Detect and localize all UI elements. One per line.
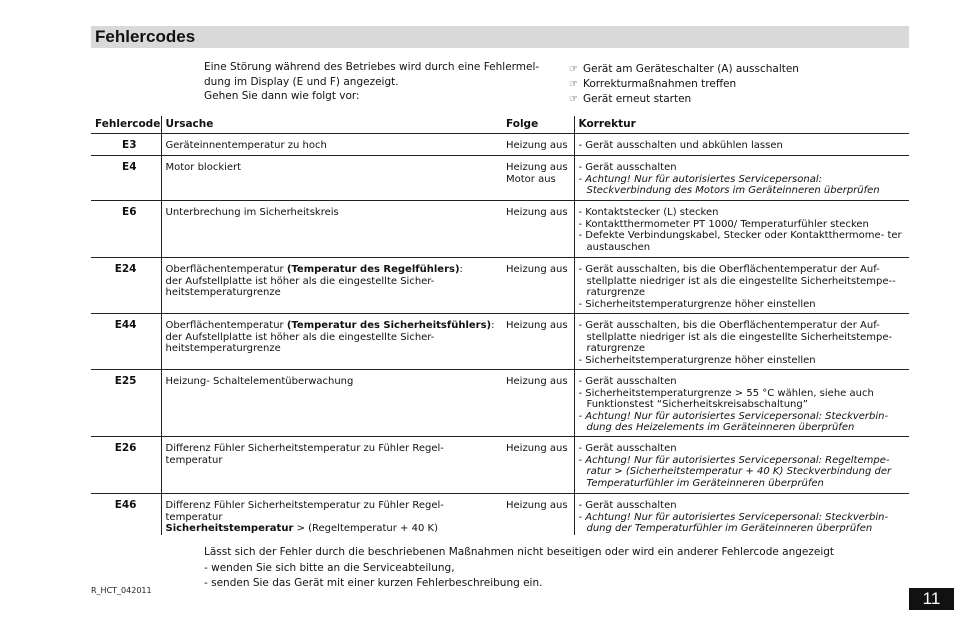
correction-cell [574, 201, 909, 258]
cause-line [166, 523, 503, 535]
table-row [91, 370, 909, 437]
title-bar [91, 26, 909, 48]
cause-emphasis: (Temperatur des Sicherheitsfühlers) [286, 320, 492, 331]
cause-cell [161, 156, 502, 201]
footer-text [204, 545, 864, 592]
table-row [91, 314, 909, 370]
error-code: E44 [91, 314, 161, 370]
correction-line: - Gerät ausschalten, bis die Oberflächentemperatur der Auf- stellplatte niedriger ist als die eingestellte Sicherheitstempe-- raturgrenze [578, 264, 896, 298]
header-ursache: Ursache [161, 116, 502, 134]
step-item [569, 77, 899, 92]
step-text: Gerät am Geräteschalter (A) ausschalten [583, 63, 799, 75]
cause-text: : [459, 264, 463, 275]
effect-line: Heizung aus [506, 264, 568, 275]
pointing-hand-icon: ☞ [569, 79, 578, 90]
cause-emphasis: Sicherheitstemperatur [165, 523, 294, 534]
page-title: Fehlercodes [95, 27, 196, 46]
error-code: E25 [91, 370, 161, 437]
error-code: E4 [91, 156, 161, 201]
step-text: Korrekturmaßnahmen treffen [583, 78, 737, 90]
correction-line: - Gerät ausschalten [578, 500, 677, 511]
cause-line: der Aufstellplatte ist höher als die eingestellte Sicher- heitstemperaturgrenze [165, 275, 435, 298]
cause-line: Heizung- Schaltelementüberwachung [165, 376, 354, 387]
cause-cell [161, 494, 502, 535]
effect-cell [502, 201, 574, 258]
cause-line: Unterbrechung im Sicherheitskreis [165, 207, 339, 218]
table-row [91, 258, 909, 314]
correction-cell [574, 494, 909, 535]
effect-line: Heizung aus [506, 140, 568, 151]
steps-list [569, 62, 899, 107]
table-row [91, 134, 909, 156]
cause-line: Motor blockiert [165, 162, 242, 173]
cause-line: Differenz Fühler Sicherheitstemperatur zu Fühler Regel- temperatur [165, 443, 444, 466]
correction-cell [574, 370, 909, 437]
correction-line: - Sicherheitstemperaturgrenze höher einstellen [578, 298, 816, 310]
table-row [91, 156, 909, 201]
cause-text: : [491, 320, 495, 331]
pointing-hand-icon: ☞ [569, 64, 578, 75]
correction-warning: - Achtung! Nur für autorisiertes Servicepersonal: Steckverbin- dung der Temperaturfühler im Geräteinneren überprüfen [578, 511, 889, 534]
cause-line: Differenz Fühler Sicherheitstemperatur zu Fühler Regel- temperatur [165, 500, 444, 523]
footer-line: - wenden Sie sich bitte an die Serviceabteilung, [204, 561, 455, 574]
effect-cell [502, 370, 574, 437]
cause-emphasis: (Temperatur des Regelfühlers) [286, 264, 460, 275]
effect-cell [502, 494, 574, 535]
effect-line: Motor aus [506, 173, 556, 185]
effect-cell [502, 134, 574, 156]
correction-line: - Gerät ausschalten [578, 376, 677, 387]
effect-cell [502, 314, 574, 370]
error-code-table [91, 116, 909, 535]
cause-cell [161, 437, 502, 494]
effect-line: Heizung aus [506, 443, 568, 454]
correction-line: - Defekte Verbindungskabel, Stecker oder Kontaktthermome- ter austauschen [578, 230, 902, 253]
correction-warning: - Achtung! Nur für autorisiertes Servicepersonal: Regeltempe- ratur > (Sicherheitstemperatur + 40 K) Steckverbindung der Temperaturfühler im Geräteinneren überprüfen [578, 454, 892, 489]
effect-line: Heizung aus [506, 500, 568, 511]
cause-text: Oberflächentemperatur [165, 320, 287, 331]
intro-text [204, 60, 544, 104]
cause-line: der Aufstellplatte ist höher als die eingestellte Sicher- heitstemperaturgrenze [165, 331, 435, 354]
error-code: E46 [91, 494, 161, 535]
correction-cell [574, 258, 909, 314]
intro-line: dung im Display (E und F) angezeigt. [204, 75, 399, 88]
error-code: E24 [91, 258, 161, 314]
cause-line [166, 264, 503, 276]
step-item [569, 92, 899, 107]
table-header-row [91, 116, 909, 134]
effect-line: Heizung aus [506, 376, 568, 387]
correction-line: - Sicherheitstemperaturgrenze > 55 °C wählen, siehe auch Funktionstest “Sicherheitskreisabschaltung” [578, 387, 874, 410]
page-number: 11 [909, 588, 954, 610]
footer-line: - senden Sie das Gerät mit einer kurzen Fehlerbeschreibung ein. [204, 577, 543, 589]
cause-cell [161, 370, 502, 437]
correction-line: - Kontaktstecker (L) stecken [578, 207, 719, 218]
header-korrektur: Korrektur [574, 116, 909, 134]
correction-line: - Gerät ausschalten [578, 162, 677, 173]
correction-line: - Gerät ausschalten und abkühlen lassen [578, 140, 783, 151]
correction-line: - Kontaktthermometer PT 1000/ Temperaturfühler stecken [578, 218, 869, 230]
correction-line: - Gerät ausschalten [578, 443, 677, 454]
effect-line: Heizung aus [506, 207, 568, 218]
cause-text: Oberflächentemperatur [165, 264, 287, 275]
header-fehlercode: Fehlercode [91, 116, 161, 134]
footer-line: Lässt sich der Fehler durch die beschriebenen Maßnahmen nicht beseitigen oder wird ein anderer Fehlercode angezeigt [204, 546, 835, 558]
document-reference: R_HCT_042011 [91, 586, 152, 595]
table-body [91, 134, 909, 535]
effect-line: Heizung aus [506, 320, 568, 331]
header-folge: Folge [502, 116, 574, 134]
cause-line [166, 320, 503, 332]
effect-cell [502, 437, 574, 494]
error-code: E26 [91, 437, 161, 494]
error-code: E3 [91, 134, 161, 156]
cause-cell [161, 201, 502, 258]
table-row [91, 494, 909, 535]
cause-cell [161, 134, 502, 156]
effect-cell [502, 258, 574, 314]
effect-line: Heizung aus [506, 162, 568, 173]
correction-cell [574, 156, 909, 201]
pointing-hand-icon: ☞ [569, 94, 578, 105]
table-row [91, 201, 909, 258]
step-text: Gerät erneut starten [583, 93, 692, 105]
cause-cell [161, 314, 502, 370]
effect-cell [502, 156, 574, 201]
intro-line: Gehen Sie dann wie folgt vor: [204, 90, 360, 102]
correction-cell [574, 437, 909, 494]
cause-text: > (Regeltemperatur + 40 K) [293, 523, 438, 534]
step-item [569, 62, 899, 77]
correction-cell [574, 314, 909, 370]
correction-warning: - Achtung! Nur für autorisiertes Servicepersonal: Steckverbindung des Motors im Geräteinneren überprüfen [578, 173, 880, 196]
error-code: E6 [91, 201, 161, 258]
table-row [91, 437, 909, 494]
intro-line: Eine Störung während des Betriebes wird durch eine Fehlermel- [204, 61, 540, 73]
cause-cell [161, 258, 502, 314]
cause-line: Geräteinnentemperatur zu hoch [165, 140, 327, 151]
correction-line: - Sicherheitstemperaturgrenze höher einstellen [578, 354, 816, 366]
correction-line: - Gerät ausschalten, bis die Oberflächentemperatur der Auf- stellplatte niedriger ist als die eingestellte Sicherheitstempe- raturgrenze [578, 320, 893, 354]
correction-cell [574, 134, 909, 156]
correction-warning: - Achtung! Nur für autorisiertes Servicepersonal: Steckverbin- dung des Heizelements im Geräteinneren überprüfen [578, 410, 889, 433]
